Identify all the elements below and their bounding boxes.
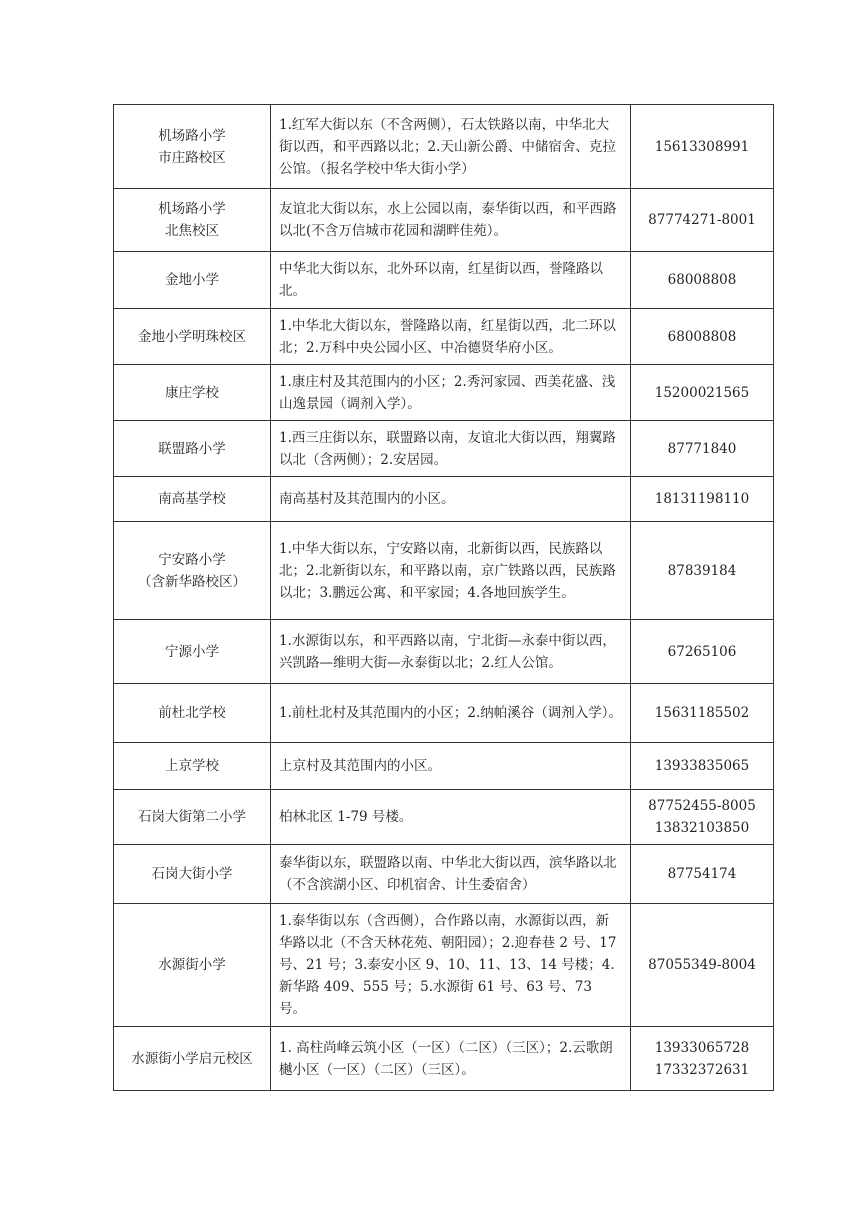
- school-district-table: [113, 104, 774, 1091]
- school-name-line: 南高基学校: [158, 491, 226, 507]
- school-name-cell: [114, 845, 271, 904]
- table-row: [114, 421, 774, 477]
- phone-number: 15613308991: [654, 138, 750, 155]
- school-name-line: 北焦校区: [165, 223, 219, 239]
- school-name-line: 水源街小学: [158, 957, 226, 973]
- school-name-cell: [114, 620, 271, 684]
- school-name-cell: [114, 790, 271, 845]
- phone-number: 87771840: [667, 440, 737, 457]
- enrollment-area-cell: 1.泰华街以东（含西侧），合作路以南，水源街以西，新华路以北（不含天林花苑、朝阳园）；2.迎春巷 2 号、17 号、21 号；3.泰安小区 9、10、11、13、14 号楼；4.新华路 409、555 号；5.水源街 61 号、63 号、73 号。: [271, 904, 631, 1027]
- phone-cell: [631, 743, 774, 790]
- table-row: [114, 845, 774, 904]
- school-name-line: 康庄学校: [165, 384, 219, 401]
- phone-cell: [631, 189, 774, 252]
- table-row: [114, 522, 774, 620]
- enrollment-area-cell: 上京村及其范围内的小区。: [271, 743, 631, 790]
- phone-cell: [631, 365, 774, 421]
- phone-number: 18131198110: [654, 491, 750, 507]
- school-name-line: 宁源小学: [165, 643, 219, 660]
- enrollment-area-cell: 1.康庄村及其范围内的小区；2.秀河家园、西美花盛、浅山逸景园（调剂入学）。: [271, 365, 631, 421]
- school-name-cell: [114, 684, 271, 743]
- table-row: [114, 743, 774, 790]
- school-name-line: 市庄路校区: [158, 149, 226, 166]
- phone-number: 13832103850: [654, 820, 750, 836]
- phone-cell: [631, 477, 774, 522]
- school-name-line: 机场路小学: [158, 127, 226, 144]
- school-name-line: 上京学校: [165, 758, 219, 774]
- table-row: [114, 790, 774, 845]
- enrollment-area-cell: 1.西三庄街以东，联盟路以南，友谊北大街以西，翔翼路以北（含两侧）；2.安居园。: [271, 421, 631, 477]
- table-row: [114, 684, 774, 743]
- phone-number: 87055349-8004: [648, 957, 756, 973]
- phone-number: 68008808: [667, 328, 737, 345]
- enrollment-area-cell: 1.前杜北村及其范围内的小区；2.纳帕溪谷（调剂入学）。: [271, 684, 631, 743]
- phone-cell: [631, 845, 774, 904]
- phone-cell: [631, 790, 774, 845]
- enrollment-area-cell: 1.中华北大街以东，誉隆路以南，红星街以西，北二环以北；2.万科中央公园小区、中冶德贤华府小区。: [271, 309, 631, 365]
- school-name-cell: [114, 743, 271, 790]
- table-row: [114, 620, 774, 684]
- school-name-cell: [114, 252, 271, 309]
- school-name-line: 水源街小学启元校区: [131, 1050, 253, 1067]
- phone-number: 87754174: [667, 866, 737, 882]
- table-row: [114, 904, 774, 1027]
- phone-number: 15200021565: [654, 384, 750, 401]
- school-name-cell: [114, 421, 271, 477]
- phone-cell: [631, 105, 774, 189]
- school-name-cell: [114, 904, 271, 1027]
- table-body: [114, 105, 774, 1091]
- enrollment-area-cell: 1.红军大街以东（不含两侧），石太铁路以南，中华北大街以西，和平西路以北；2.天山新公爵、中储宿舍、克拉公馆。（报名学校中华大街小学）: [271, 105, 631, 189]
- phone-number: 68008808: [667, 272, 737, 288]
- enrollment-area-cell: 友谊北大街以东，水上公园以南，泰华街以西，和平西路以北(不含万信城市花园和湖畔佳苑）。: [271, 189, 631, 252]
- school-name-line: 石岗大街第二小学: [138, 809, 246, 825]
- enrollment-area-cell: 1.水源街以东，和平西路以南，宁北街—永泰中街以西，兴凯路—维明大街—永泰街以北；2.红人公馆。: [271, 620, 631, 684]
- school-name-cell: [114, 522, 271, 620]
- school-name-line: 机场路小学: [158, 201, 226, 217]
- enrollment-area-cell: 1. 高柱尚峰云筑小区（一区）（二区）（三区）；2.云歌朗樾小区（一区）（二区）（三区）。: [271, 1027, 631, 1091]
- school-name-line: 金地小学明珠校区: [138, 328, 246, 345]
- phone-cell: [631, 309, 774, 365]
- school-name-cell: [114, 1027, 271, 1091]
- phone-number: 15631185502: [654, 705, 750, 721]
- phone-cell: [631, 522, 774, 620]
- enrollment-area-cell: 柏林北区 1-79 号楼。: [271, 790, 631, 845]
- phone-number: 87752455-8005: [648, 798, 756, 814]
- phone-number: 13933835065: [654, 758, 750, 774]
- table-row: [114, 365, 774, 421]
- school-name-cell: [114, 365, 271, 421]
- phone-number: 87839184: [667, 562, 737, 579]
- school-name-cell: [114, 189, 271, 252]
- enrollment-area-cell: 1.中华大街以东，宁安路以南，北新街以西，民族路以北；2.北新街以东，和平路以南，京广铁路以西，民族路以北；3.鹏远公寓、和平家园；4.各地回族学生。: [271, 522, 631, 620]
- school-name-line: 石岗大街小学: [151, 866, 233, 882]
- enrollment-area-cell: 泰华街以东，联盟路以南、中华北大街以西，滨华路以北（不含滨湖小区、印机宿舍、计生委宿舍）: [271, 845, 631, 904]
- school-name-line: （含新华路校区）: [138, 573, 246, 590]
- phone-cell: [631, 684, 774, 743]
- table-row: [114, 189, 774, 252]
- enrollment-area-cell: 南高基村及其范围内的小区。: [271, 477, 631, 522]
- table-row: [114, 252, 774, 309]
- school-name-line: 金地小学: [165, 272, 219, 288]
- phone-cell: [631, 252, 774, 309]
- phone-cell: [631, 421, 774, 477]
- phone-cell: [631, 1027, 774, 1091]
- phone-number: 67265106: [667, 643, 737, 660]
- school-name-line: 前杜北学校: [158, 705, 226, 721]
- phone-cell: [631, 620, 774, 684]
- table-row: [114, 309, 774, 365]
- school-name-cell: [114, 477, 271, 522]
- school-name-line: 联盟路小学: [158, 440, 226, 457]
- table-row: [114, 477, 774, 522]
- phone-cell: [631, 904, 774, 1027]
- table-row: [114, 1027, 774, 1091]
- school-name-cell: [114, 105, 271, 189]
- phone-number: 17332372631: [654, 1061, 750, 1078]
- table-row: [114, 105, 774, 189]
- school-name-line: 宁安路小学: [158, 551, 226, 568]
- enrollment-area-cell: 中华北大街以东，北外环以南，红星街以西，誉隆路以北。: [271, 252, 631, 309]
- phone-number: 13933065728: [654, 1039, 750, 1056]
- phone-number: 87774271-8001: [648, 212, 756, 228]
- school-name-cell: [114, 309, 271, 365]
